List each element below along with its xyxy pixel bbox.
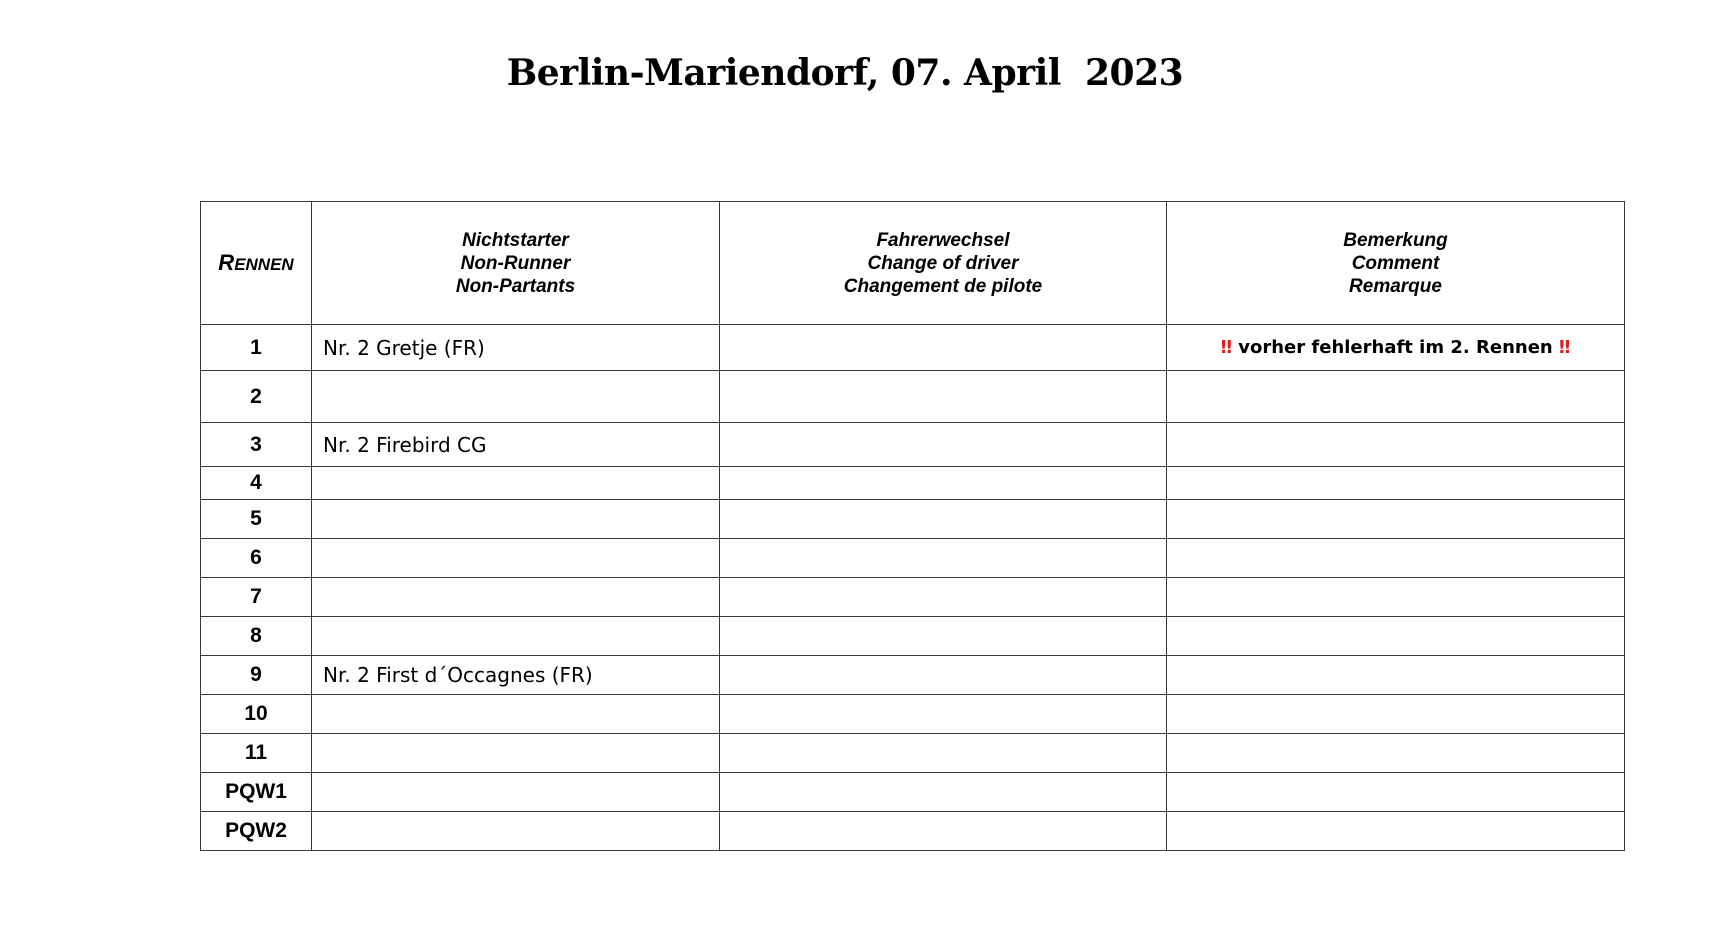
race-number: 2 xyxy=(201,371,312,423)
table-row xyxy=(201,617,1625,656)
race-number: 4 xyxy=(201,467,312,500)
header-nonrunner-en: Non-Runner xyxy=(460,252,571,274)
comment-cell xyxy=(1167,325,1625,371)
header-driver-change-fr: Changement de pilote xyxy=(843,275,1043,297)
driver-change-cell xyxy=(720,325,1167,371)
nonrunner-cell xyxy=(312,695,720,734)
header-comment-fr: Remarque xyxy=(1349,275,1442,297)
warning-mark: ‼ xyxy=(1220,337,1232,358)
driver-change-cell xyxy=(720,467,1167,500)
header-nonrunner xyxy=(312,202,720,325)
driver-change-cell xyxy=(720,617,1167,656)
comment-cell xyxy=(1167,500,1625,539)
driver-change-cell xyxy=(720,423,1167,467)
header-race-rest: ENNEN xyxy=(234,255,294,274)
driver-change-cell xyxy=(720,695,1167,734)
nonrunner-table xyxy=(200,201,1625,851)
table-row xyxy=(201,423,1625,467)
race-number: 8 xyxy=(201,617,312,656)
nonrunner-cell xyxy=(312,371,720,423)
comment-cell xyxy=(1167,539,1625,578)
driver-change-cell xyxy=(720,812,1167,851)
race-number: 5 xyxy=(201,500,312,539)
race-number: 7 xyxy=(201,578,312,617)
table-row xyxy=(201,695,1625,734)
driver-change-cell xyxy=(720,371,1167,423)
nonrunner-cell xyxy=(312,617,720,656)
driver-change-cell xyxy=(720,773,1167,812)
nonrunner-cell xyxy=(312,500,720,539)
driver-change-cell xyxy=(720,734,1167,773)
table-row xyxy=(201,325,1625,371)
nonrunner-cell xyxy=(312,539,720,578)
header-driver-change-de: Fahrerwechsel xyxy=(876,229,1010,251)
nonrunner-cell xyxy=(312,578,720,617)
nonrunner-cell xyxy=(312,812,720,851)
table-row xyxy=(201,812,1625,851)
header-comment-de: Bemerkung xyxy=(1343,229,1448,251)
nonrunner-cell: Nr. 2 First d´Occagnes (FR) xyxy=(312,656,720,695)
comment-cell xyxy=(1167,656,1625,695)
race-number: 9 xyxy=(201,656,312,695)
race-number: PQW1 xyxy=(201,773,312,812)
header-driver-change xyxy=(720,202,1167,325)
comment-cell xyxy=(1167,695,1625,734)
header-race-initial: R xyxy=(218,250,235,275)
header-comment xyxy=(1167,202,1625,325)
comment-cell xyxy=(1167,467,1625,500)
comment-text: vorher fehlerhaft im 2. Rennen xyxy=(1232,337,1559,358)
table-row xyxy=(201,500,1625,539)
table-row xyxy=(201,578,1625,617)
header-driver-change-en: Change of driver xyxy=(867,252,1019,274)
nonrunner-cell xyxy=(312,734,720,773)
header-nonrunner-de: Nichtstarter xyxy=(462,229,569,251)
race-number: 3 xyxy=(201,423,312,467)
table-row xyxy=(201,467,1625,500)
comment-cell xyxy=(1167,423,1625,467)
page-title: Berlin-Mariendorf, 07. April 2023 xyxy=(506,52,1184,94)
race-number: 10 xyxy=(201,695,312,734)
comment-cell xyxy=(1167,617,1625,656)
comment-cell xyxy=(1167,812,1625,851)
header-comment-en: Comment xyxy=(1351,252,1440,274)
driver-change-cell xyxy=(720,500,1167,539)
driver-change-cell xyxy=(720,539,1167,578)
nonrunner-cell: Nr. 2 Firebird CG xyxy=(312,423,720,467)
race-number: 1 xyxy=(201,325,312,371)
nonrunner-cell xyxy=(312,467,720,500)
table-row xyxy=(201,656,1625,695)
driver-change-cell xyxy=(720,656,1167,695)
warning-mark: ‼ xyxy=(1559,337,1571,358)
header-race xyxy=(201,202,312,325)
race-number: PQW2 xyxy=(201,812,312,851)
driver-change-cell xyxy=(720,578,1167,617)
table-row xyxy=(201,773,1625,812)
table-row xyxy=(201,539,1625,578)
race-number: 6 xyxy=(201,539,312,578)
race-number: 11 xyxy=(201,734,312,773)
table-header-row xyxy=(201,202,1625,325)
table-row xyxy=(201,734,1625,773)
header-nonrunner-fr: Non-Partants xyxy=(455,275,576,297)
nonrunner-cell: Nr. 2 Gretje (FR) xyxy=(312,325,720,371)
table-row xyxy=(201,371,1625,423)
comment-cell xyxy=(1167,773,1625,812)
comment-cell xyxy=(1167,734,1625,773)
comment-cell xyxy=(1167,371,1625,423)
nonrunner-cell xyxy=(312,773,720,812)
comment-cell xyxy=(1167,578,1625,617)
